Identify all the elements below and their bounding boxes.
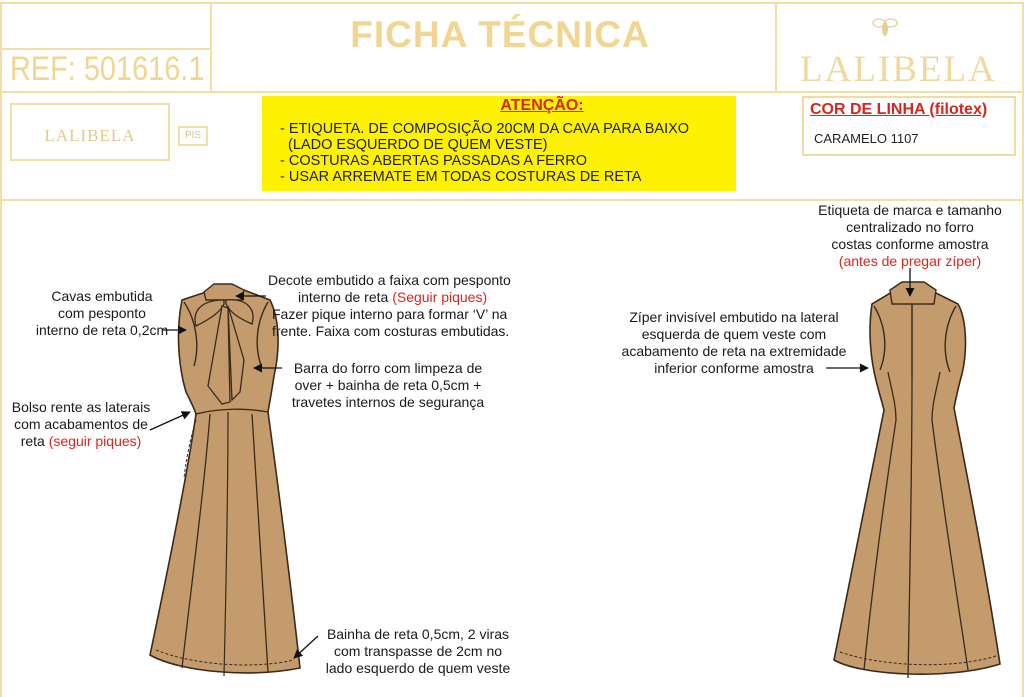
note-red-text: (seguir piques) bbox=[48, 433, 142, 449]
note-etiqueta bbox=[806, 202, 1014, 270]
note-bainha bbox=[312, 626, 524, 677]
note-line: Fazer pique interno para formar ‘V’ na bbox=[272, 306, 508, 322]
note-barra bbox=[282, 360, 494, 411]
attention-line: - ETIQUETA. DE COMPOSIÇÃO 20CM DA CAVA PARA BAIXO bbox=[280, 121, 690, 137]
thread-color-title: COR DE LINHA (filotex) bbox=[810, 101, 988, 118]
attention-title: ATENÇÃO: bbox=[500, 97, 584, 114]
note-line: Barra do forro com limpeza de bbox=[293, 360, 483, 376]
note-text: interno de reta bbox=[298, 289, 389, 305]
note-red-text: (Seguir piques) bbox=[392, 289, 488, 305]
note-line: Etiqueta de marca e tamanho bbox=[818, 202, 1002, 218]
note-decote bbox=[268, 272, 511, 340]
note-line: Decote embutido a faixa com pesponto bbox=[268, 272, 511, 288]
note-line: com transpasse de 2cm no bbox=[333, 643, 503, 659]
thread-color-value: CARAMELO 1107 bbox=[814, 131, 919, 146]
note-line: lado esquerdo de quem veste bbox=[325, 660, 511, 676]
note-ziper bbox=[608, 309, 860, 377]
note-line: centralizado no forro bbox=[846, 219, 974, 235]
reference-code: REF: 501616.1 bbox=[10, 50, 205, 88]
attention-line: - COSTURAS ABERTAS PASSADAS A FERRO bbox=[280, 153, 587, 169]
note-line: Cavas embutida bbox=[51, 288, 153, 304]
note-line: costas conforme amostra bbox=[831, 236, 989, 252]
note-line: Zíper invisível embutido na lateral bbox=[629, 309, 839, 325]
note-red-text: (antes de pregar zíper) bbox=[838, 253, 982, 269]
attention-line: (LADO ESQUERDO DE QUEM VESTE) bbox=[280, 137, 548, 153]
note-line: frente. Faixa com costuras embutidas. bbox=[272, 323, 510, 339]
note-line: com pesponto bbox=[58, 305, 146, 321]
note-bolso bbox=[2, 399, 160, 450]
note-line: over + bainha de reta 0,5cm + bbox=[294, 377, 482, 393]
note-line: esquerda de quem veste com bbox=[641, 326, 827, 342]
dress-front-drawing bbox=[150, 284, 300, 676]
note-line: acabamento de reta na extremidade bbox=[621, 343, 847, 359]
note-line: interno de reta 0,2cm bbox=[35, 322, 169, 338]
note-line: Bolso rente as laterais bbox=[11, 399, 151, 415]
note-line: Bainha de reta 0,5cm, 2 viras bbox=[326, 626, 510, 642]
note-line: travetes internos de segurança bbox=[291, 394, 485, 410]
note-line bbox=[268, 289, 511, 306]
attention-line: - USAR ARREMATE EM TODAS COSTURAS DE RETA bbox=[280, 169, 642, 185]
brand-logo-text: LALIBELA bbox=[800, 49, 997, 90]
note-text: reta bbox=[20, 433, 45, 449]
note-line: inferior conforme amostra bbox=[654, 360, 814, 376]
label-logo-text: LALIBELA bbox=[44, 126, 136, 145]
note-cavas bbox=[12, 288, 192, 339]
page-title: FICHA TÉCNICA bbox=[350, 14, 650, 55]
note-line bbox=[2, 433, 160, 450]
pis-label: PIS bbox=[178, 126, 208, 146]
note-line: com acabamentos de bbox=[14, 416, 148, 432]
